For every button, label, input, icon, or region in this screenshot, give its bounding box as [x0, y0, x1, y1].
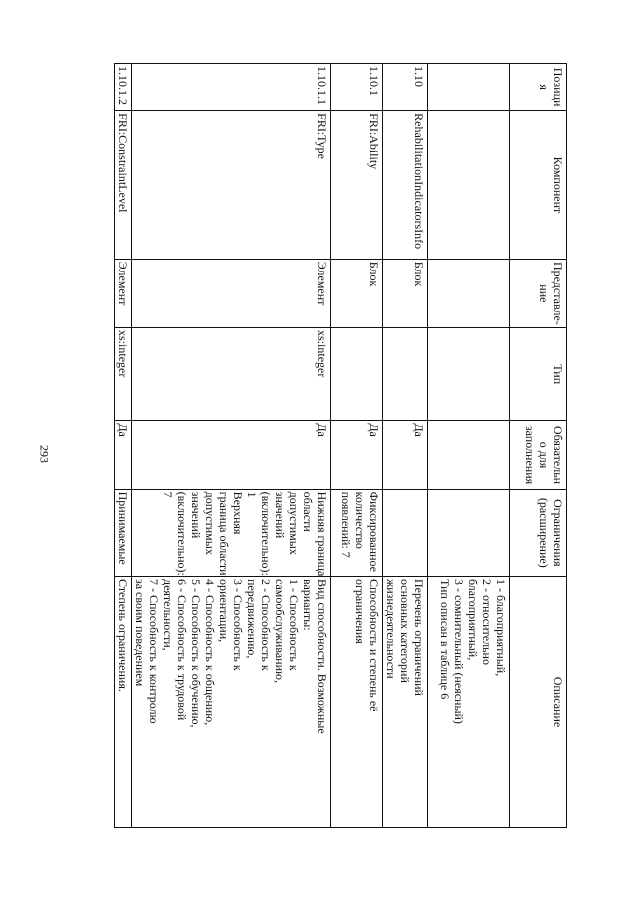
cell-description [132, 576, 331, 827]
cell-line: значений [273, 491, 287, 539]
cell-limits [132, 489, 331, 576]
cell-description [428, 576, 510, 827]
cell-line: 1 - благоприятный, [494, 578, 508, 677]
cell-position: 1.10 [383, 64, 428, 111]
header-description: Описание [510, 576, 567, 827]
cell-line: (включительно): [259, 491, 273, 576]
cell-line: ограничения [353, 578, 367, 644]
cell-component: RehabilitationIndicatorsInfo [383, 111, 428, 260]
cell-line: ориентации, [217, 578, 231, 643]
cell-limits [383, 489, 428, 576]
table-sheet [82, 63, 567, 828]
cell-line: значений [189, 491, 203, 539]
cell-line: 6 - Способность к трудовой [175, 578, 189, 721]
rotated-table-area [82, 63, 567, 828]
cell-representation: Блок [383, 259, 428, 327]
cell-line: 7 [161, 491, 175, 498]
cell-representation: Элемент [132, 259, 331, 327]
cell-line: Перечень ограничений [412, 578, 426, 696]
cell-limits [428, 489, 510, 576]
table-header-row [510, 64, 567, 828]
table-row [115, 64, 132, 828]
cell-line: Принимаемые [116, 491, 130, 565]
cell-line: передвижению, [245, 578, 259, 659]
cell-type: xs:integer [132, 328, 331, 421]
cell-line: Фиксированное [367, 491, 381, 572]
cell-position: 1.10.1 [331, 64, 383, 111]
cell-type [383, 328, 428, 421]
cell-line: основных категорий [398, 578, 412, 683]
cell-line: за своим поведением [133, 578, 147, 687]
header-limits: Ограничения (расширение) [510, 489, 567, 576]
header-required: Обязательно для заполнения [510, 421, 567, 489]
cell-type: xs:integer [115, 328, 132, 421]
table-row [383, 64, 428, 828]
cell-representation: Блок [331, 259, 383, 327]
cell-description [383, 576, 428, 827]
cell-required: Да [115, 421, 132, 489]
cell-line: Верхняя [231, 491, 245, 535]
cell-required [428, 421, 510, 489]
cell-position [428, 64, 510, 111]
cell-component [428, 111, 510, 260]
table-row [428, 64, 510, 828]
cell-line: 7 - Способность к контролю [147, 578, 161, 724]
cell-line: варианты: [301, 578, 315, 631]
cell-required: Да [331, 421, 383, 489]
cell-line: 2 - относительно [480, 578, 494, 665]
cell-line: граница области [217, 491, 231, 576]
header-position: Позиция [510, 64, 567, 111]
spec-table [114, 63, 567, 828]
cell-description [115, 576, 132, 827]
table-row [331, 64, 383, 828]
header-type: Тип [510, 328, 567, 421]
cell-line: самообслуживанию, [273, 578, 287, 683]
cell-representation: Элемент [115, 259, 132, 327]
cell-line: Степень ограничения. [116, 578, 130, 692]
cell-representation [428, 259, 510, 327]
cell-type [331, 328, 383, 421]
cell-line: 3 - Способность к [231, 578, 245, 671]
table-row [132, 64, 331, 828]
cell-type [428, 328, 510, 421]
cell-line: 1 - Способность к [287, 578, 301, 671]
cell-line: Тип описан в таблице 6 [438, 578, 452, 700]
cell-line: допустимых [203, 491, 217, 555]
cell-line: 5 - Способность к обучению, [189, 578, 203, 728]
cell-line: допустимых [287, 491, 301, 555]
cell-line: Способность и степень её [367, 578, 381, 712]
cell-line: Вид способности. Возможные [315, 578, 329, 734]
cell-position: 1.10.1.1 [132, 64, 331, 111]
page-number: 293 [37, 445, 52, 463]
cell-description [331, 576, 383, 827]
header-representation: Представле-ние [510, 259, 567, 327]
cell-line: 1 [245, 491, 259, 498]
cell-line: 3 - сомнительный (неясный) [452, 578, 466, 724]
cell-line: 4 - Способность к общению, [203, 578, 217, 726]
cell-required: Да [132, 421, 331, 489]
cell-line: появлений: 7 [339, 491, 353, 558]
cell-line: благоприятный, [466, 578, 480, 661]
cell-line: деятельности, [161, 578, 175, 651]
cell-line: 2 - Способность к [259, 578, 273, 671]
cell-component: FRI:Ability [331, 111, 383, 260]
cell-limits [331, 489, 383, 576]
cell-line: (включительно): [175, 491, 189, 576]
cell-line: количество [353, 491, 367, 549]
cell-line: Нижняя граница [315, 491, 329, 577]
cell-position: 1.10.1.2 [115, 64, 132, 111]
cell-line: жизнедеятельности [384, 578, 398, 679]
header-component: Компонент [510, 111, 567, 260]
cell-limits [115, 489, 132, 576]
cell-component: FRI:Type [132, 111, 331, 260]
cell-required: Да [383, 421, 428, 489]
cell-line: области [301, 491, 315, 532]
cell-component: FRI:ConstraintLevel [115, 111, 132, 260]
